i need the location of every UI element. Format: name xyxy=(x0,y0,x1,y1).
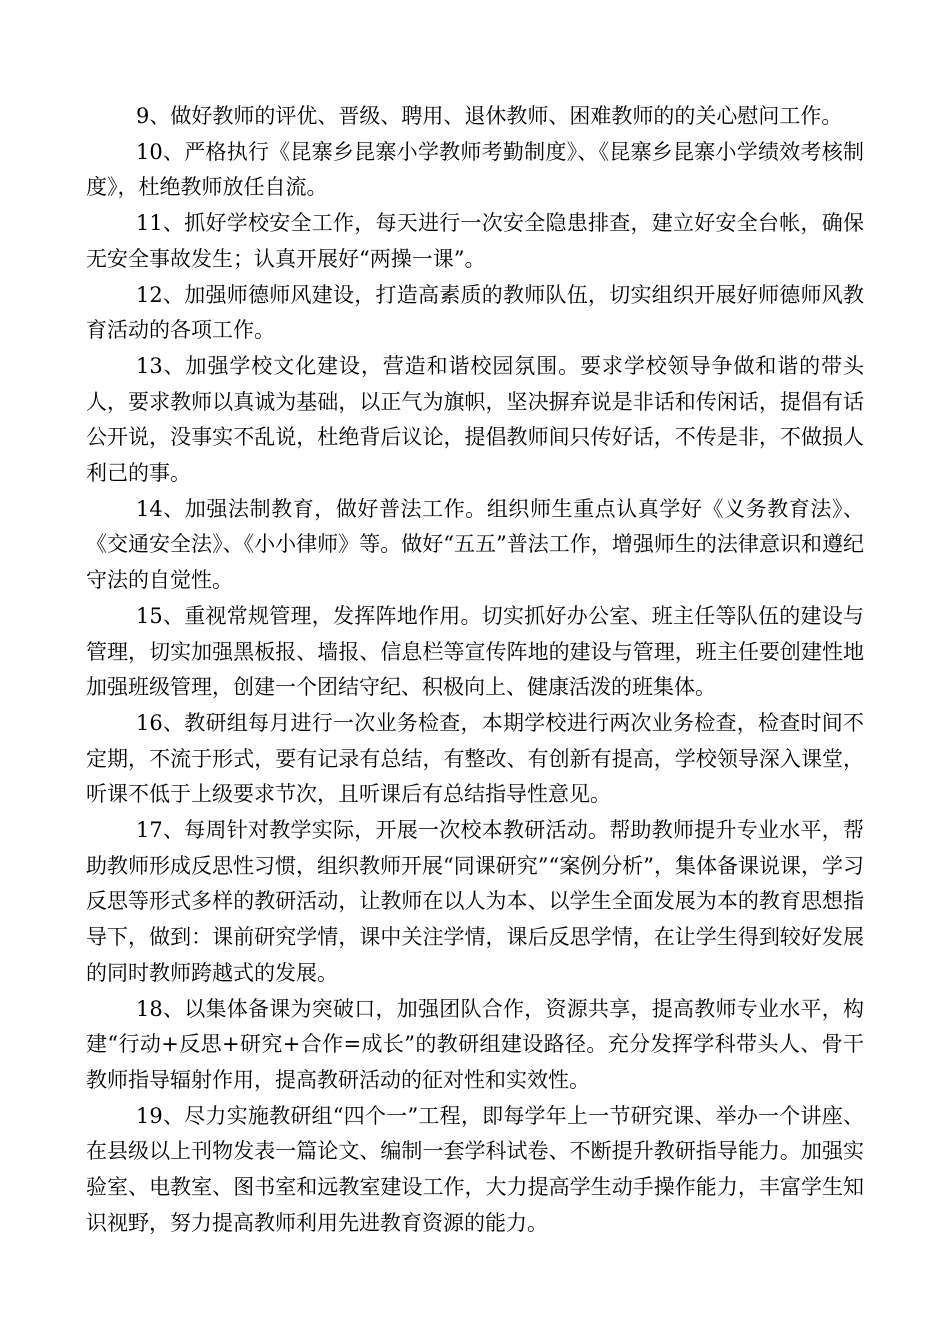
paragraph-item-11: 11、抓好学校安全工作，每天进行一次安全隐患排查，建立好安全台帐，确保无安全事故发生；认真开展好“两操一课”。 xyxy=(86,211,864,271)
paragraph-item-14: 14、加强法制教育，做好普法工作。组织师生重点认真学好《义务教育法》、《交通安全法》、《小小律师》等。做好“五五”普法工作，增强师生的法律意识和遵纪守法的自觉性。 xyxy=(86,496,864,593)
paragraph-item-16: 16、教研组每月进行一次业务检查，本期学校进行两次业务检查，检查时间不定期，不流于形式，要有记录有总结，有整改、有创新有提高，学校领导深入课堂，听课不低于上级要求节次，且听课后有总结指导性意见。 xyxy=(86,710,864,807)
paragraph-item-9: 9、做好教师的评优、晋级、聘用、退休教师、困难教师的的关心慰问工作。 xyxy=(136,104,843,128)
paragraph-item-19: 19、尽力实施教研组“四个一”工程，即每学年上一节研究课、举办一个讲座、在县级以上刊物发表一篇论文、编制一套学科试卷、不断提升教研指导能力。加强实验室、电教室、图书室和远教室建设工作，大力提高学生动手操作能力，丰富学生知识视野，努力提高教师利用先进教育资源的能力。 xyxy=(86,1103,864,1235)
paragraph-item-13: 13、加强学校文化建设，营造和谐校园氛围。要求学校领导争做和谐的带头人，要求教师以真诚为基础，以正气为旗帜，坚决摒弃说是非话和传闲话，提倡有话公开说，没事实不乱说，杜绝背后议论，提倡教师间只传好话，不传是非，不做损人利己的事。 xyxy=(86,353,864,486)
document-body xyxy=(86,99,864,1242)
paragraph-item-12: 12、加强师德师风建设，打造高素质的教师队伍，切实组织开展好师德师风教育活动的各项工作。 xyxy=(86,282,864,343)
paragraph-item-15: 15、重视常规管理，发挥阵地作用。切实抓好办公室、班主任等队伍的建设与管理，切实加强黑板报、墙报、信息栏等宣传阵地的建设与管理，班主任要创建性地加强班级管理，创建一个团结守纪、积极向上、健康活泼的班集体。 xyxy=(86,603,864,700)
paragraph-item-18: 18、以集体备课为突破口，加强团队合作，资源共享，提高教师专业水平，构建“行动+反思+研究+合作=成长”的教研组建设路径。充分发挥学科带头人、骨干教师指导辐射作用，提高教研活动的征对性和实效性。 xyxy=(86,996,864,1092)
paragraph-item-17: 17、每周针对教学实际，开展一次校本教研活动。帮助教师提升专业水平，帮助教师形成反思性习惯，组织教师开展“同课研究”“案例分析”，集体备课说课，学习反思等形式多样的教研活动，让教师在以人为本、以学生全面发展为本的教育思想指导下，做到：课前研究学情，课中关注学情，课后反思学情，在让学生得到较好发展的同时教师跨越式的发展。 xyxy=(86,818,864,985)
paragraph-item-10: 10、严格执行《昆寨乡昆寨小学教师考勤制度》、《昆寨乡昆寨小学绩效考核制度》，杜绝教师放任自流。 xyxy=(86,139,864,200)
